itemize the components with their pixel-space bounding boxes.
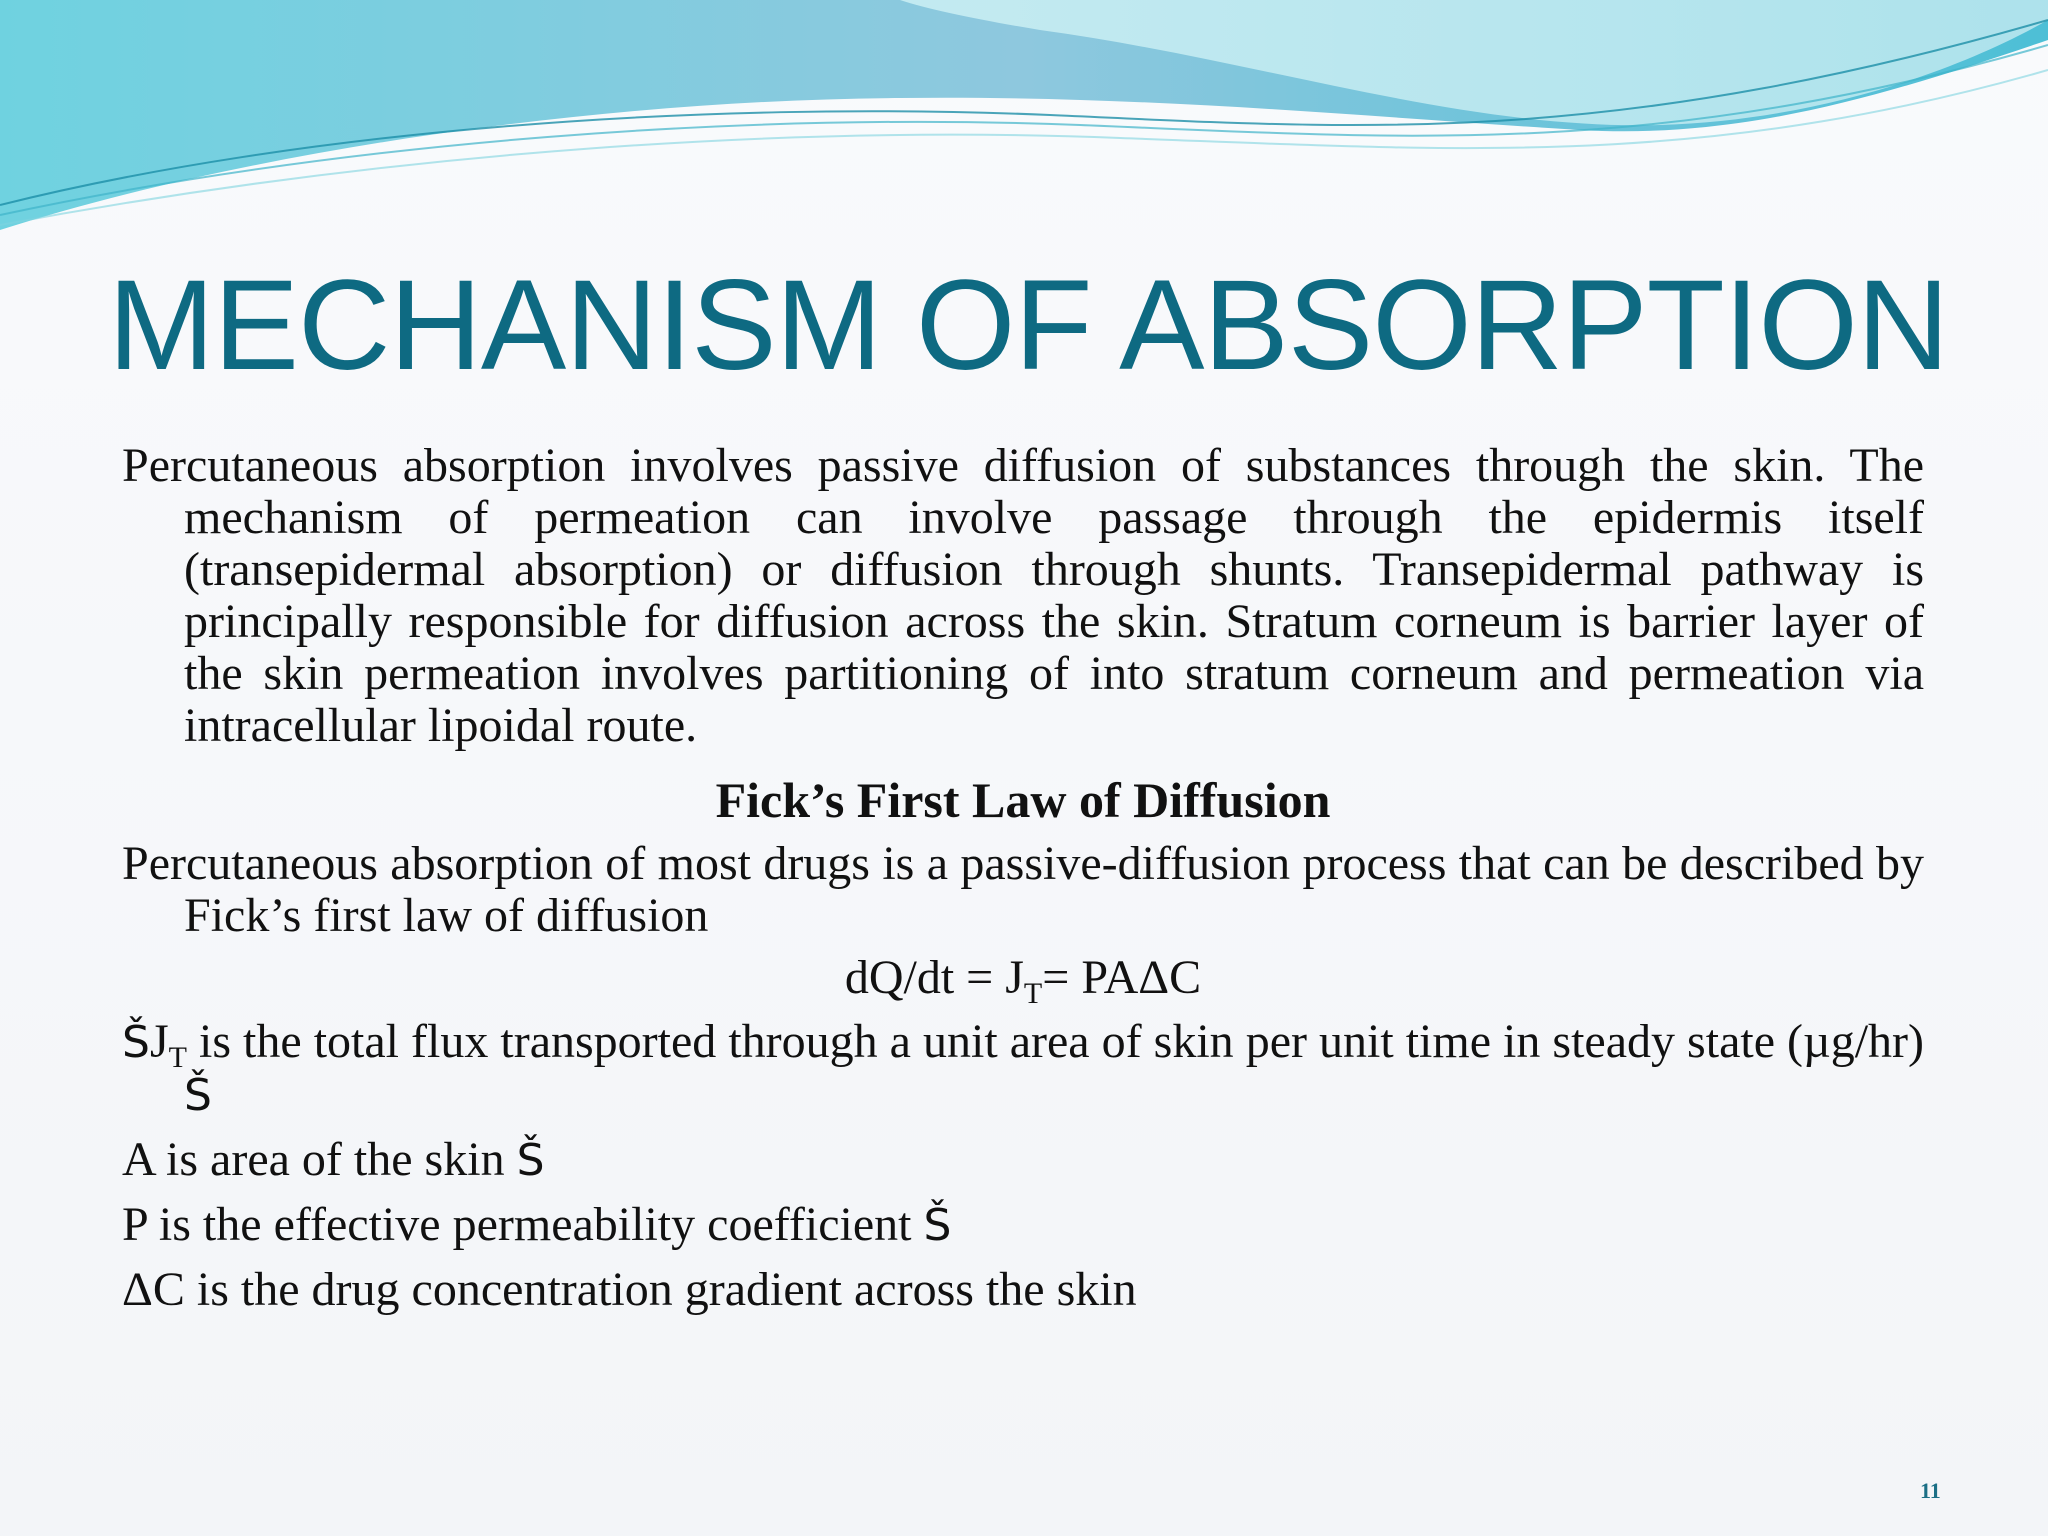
- area-definition-text: A is area of the skin: [122, 1133, 517, 1186]
- slide-title: MECHANISM OF ABSORPTION: [108, 254, 1949, 397]
- permeability-marker: Š: [923, 1200, 952, 1251]
- slide-body: [122, 440, 1924, 1328]
- description-paragraph: Percutaneous absorption of most drugs is a passive-diffusion process that can be described by Fick’s first law of diffusion: [122, 837, 1924, 942]
- flux-symbol: J: [149, 1015, 169, 1068]
- equation-lhs: dQ/dt = J: [844, 951, 1024, 1004]
- bullet-glyph: Š: [122, 1017, 150, 1068]
- flux-subscript: T: [168, 1041, 187, 1074]
- definition-flux: [122, 1016, 1924, 1122]
- flux-definition-text: is the total flux transported through a unit area of skin per unit time in steady state (µg/hr): [186, 1015, 1924, 1068]
- area-marker: Š: [516, 1135, 545, 1186]
- definition-gradient: ΔC is the drug concentration gradient across the skin: [122, 1263, 1137, 1316]
- definition-permeability: [122, 1199, 1924, 1252]
- intro-paragraph: Percutaneous absorption involves passive diffusion of substances through the skin. The mechanism of permeation can involve passage through the epidermis itself (transepidermal absorption) or diffusion through shunts. Transepidermal pathway is principally responsible for diffusion across the skin. Stratum corneum is barrier layer of the skin permeation involves partitioning of into stratum corneum and permeation via intracellular lipoidal route.: [122, 439, 1924, 752]
- fick-equation: [122, 951, 1924, 1010]
- header-wave-decoration: [0, 0, 2048, 240]
- equation-rhs: = PAΔC: [1042, 951, 1202, 1004]
- permeability-definition-text: P is the effective permeability coefficient: [122, 1198, 924, 1251]
- page-number: 11: [1920, 1478, 1941, 1503]
- equation-subscript: T: [1023, 977, 1043, 1010]
- flux-marker: Š: [184, 1070, 212, 1121]
- definition-area: [122, 1134, 1924, 1187]
- section-heading: Fick’s First Law of Diffusion: [715, 772, 1331, 828]
